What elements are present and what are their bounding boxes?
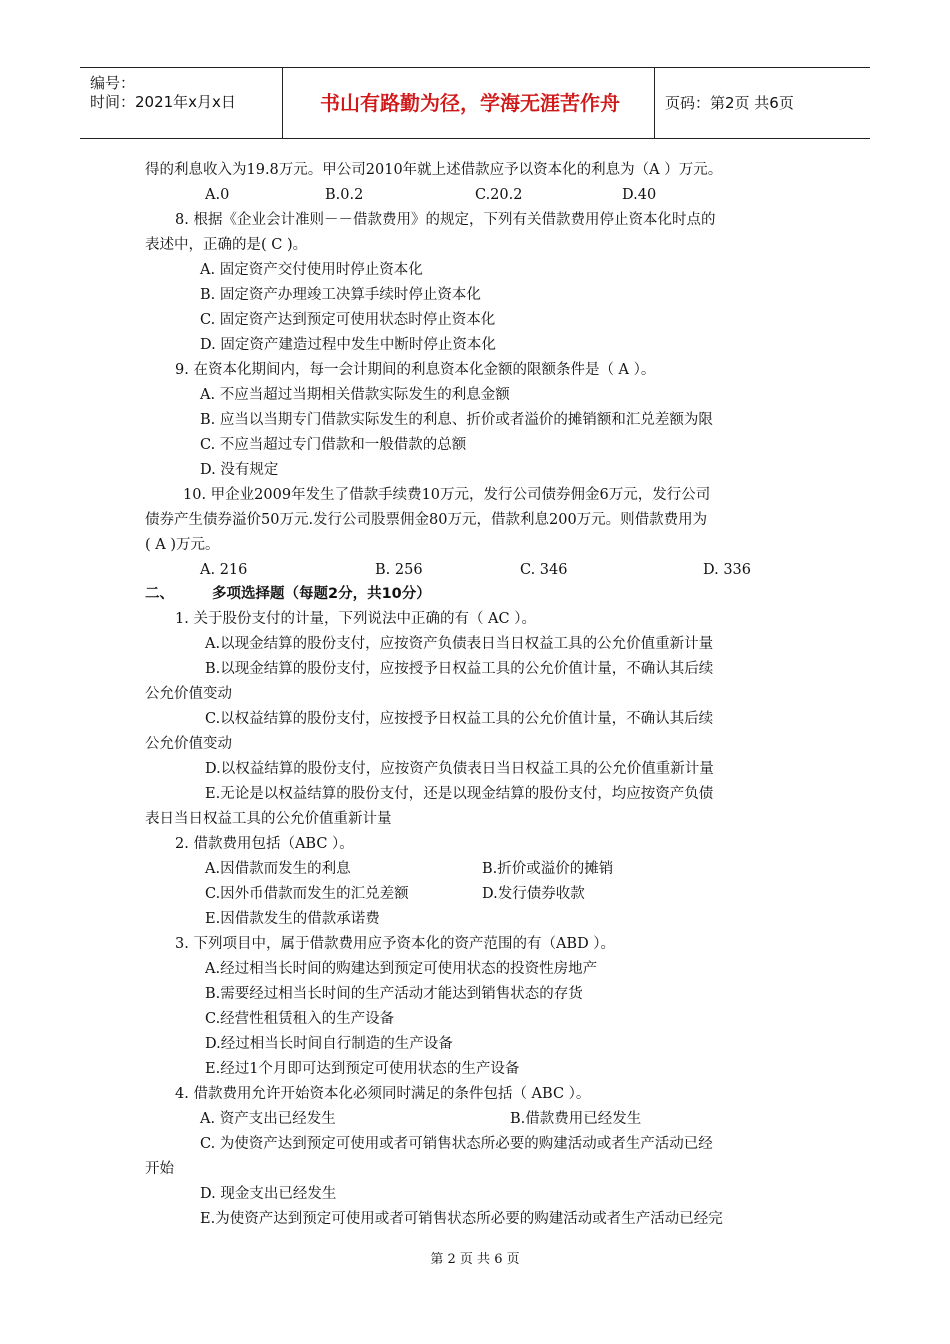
text-line: ( A )万元。 <box>145 537 220 553</box>
option-e: E.无论是以权益结算的股份支付，还是以现金结算的股份支付，均应按资产负债 <box>205 786 714 802</box>
question-9: 9. 在资本化期间内，每一会计期间的利息资本化金额的限额条件是（ A ）。 <box>175 362 656 378</box>
header-divider-right <box>654 68 655 138</box>
option-c: C.20.2 <box>475 187 523 203</box>
page-footer: 第 2 页 共 6 页 <box>430 1252 520 1267</box>
option-c: C. 346 <box>520 562 568 578</box>
option-d: D. 现金支出已经发生 <box>200 1186 337 1202</box>
option-d: D.40 <box>622 187 657 203</box>
motto-text: 书山有路勤为径，学海无涯苦作舟 <box>320 91 620 115</box>
page-header <box>80 67 870 139</box>
option-b: B. 固定资产办理竣工决算手续时停止资本化 <box>200 287 481 303</box>
option-d: D.经过相当长时间自行制造的生产设备 <box>205 1036 453 1052</box>
option-d: D. 336 <box>703 562 752 578</box>
page-number-label: 页码：第2页 共6页 <box>665 94 794 112</box>
option-a: A. 资产支出已经发生 <box>200 1111 336 1127</box>
option-e: E.经过1个月即可达到预定可使用状态的生产设备 <box>205 1061 520 1077</box>
option-b: B.以现金结算的股份支付，应按授予日权益工具的公允价值计量，不确认其后续 <box>205 661 714 677</box>
text-line: 表述中，正确的是( C )。 <box>145 237 308 253</box>
text-line: 公允价值变动 <box>145 686 232 702</box>
option-a: A.因借款而发生的利息 <box>205 861 351 877</box>
option-a: A.经过相当长时间的购建达到预定可使用状态的投资性房地产 <box>205 961 598 977</box>
option-b: B.折价或溢价的摊销 <box>482 861 614 877</box>
section-number: 二、 <box>145 586 174 602</box>
date-label: 时间：2021年x月x日 <box>90 93 236 111</box>
question-10: 10. 甲企业2009年发生了借款手续费10万元，发行公司债券佣金6万元，发行公司 <box>183 487 711 503</box>
option-b: B.需要经过相当长时间的生产活动才能达到销售状态的存货 <box>205 986 583 1002</box>
option-c: C.以权益结算的股份支付，应按授予日权益工具的公允价值计量，不确认其后续 <box>205 711 714 727</box>
option-a: A.0 <box>205 187 230 203</box>
text-line: 得的利息收入为19.8万元。甲公司2010年就上述借款应予以资本化的利息为（A ）万元。 <box>145 162 723 178</box>
option-c: C. 为使资产达到预定可使用或者可销售状态所必要的购建活动或者生产活动已经 <box>200 1136 713 1152</box>
option-d: D.以权益结算的股份支付，应按资产负债表日当日权益工具的公允价值重新计量 <box>205 761 714 777</box>
question-2: 2. 借款费用包括（ABC ）。 <box>175 836 354 852</box>
question-8: 8. 根据《企业会计准则－－借款费用》的规定，下列有关借款费用停止资本化时点的 <box>175 212 716 228</box>
question-3: 3. 下列项目中，属于借款费用应予资本化的资产范围的有（ABD ）。 <box>175 936 616 952</box>
option-a: A. 不应当超过当期相关借款实际发生的利息金额 <box>200 387 510 403</box>
option-a: A.以现金结算的股份支付，应按资产负债表日当日权益工具的公允价值重新计量 <box>205 636 714 652</box>
option-c: C.经营性租赁租入的生产设备 <box>205 1011 395 1027</box>
option-b: B. 256 <box>375 562 423 578</box>
option-d: D.发行债券收款 <box>482 886 585 902</box>
text-line: 债券产生债券溢价50万元.发行公司股票佣金80万元，借款利息200万元。则借款费用为 <box>145 512 708 528</box>
option-b: B. 应当以当期专门借款实际发生的利息、折价或者溢价的摊销额和汇兑差额为限 <box>200 412 713 428</box>
option-b: B.0.2 <box>325 187 364 203</box>
text-line: 表日当日权益工具的公允价值重新计量 <box>145 811 392 827</box>
section-title: 多项选择题（每题2分，共10分） <box>212 586 431 602</box>
option-a: A. 固定资产交付使用时停止资本化 <box>200 262 423 278</box>
option-c: C. 不应当超过专门借款和一般借款的总额 <box>200 437 467 453</box>
option-d: D. 没有规定 <box>200 462 279 478</box>
serial-number-label: 编号： <box>90 74 136 92</box>
question-4: 4. 借款费用允许开始资本化必须同时满足的条件包括（ ABC ）。 <box>175 1086 591 1102</box>
option-e: E.因借款发生的借款承诺费 <box>205 911 380 927</box>
option-b: B.借款费用已经发生 <box>510 1111 642 1127</box>
option-e: E.为使资产达到预定可使用或者可销售状态所必要的购建活动或者生产活动已经完 <box>200 1211 723 1227</box>
text-line: 公允价值变动 <box>145 736 232 752</box>
text-line: 开始 <box>145 1161 174 1177</box>
option-d: D. 固定资产建造过程中发生中断时停止资本化 <box>200 337 496 353</box>
header-divider-left <box>282 68 283 138</box>
option-a: A. 216 <box>200 562 248 578</box>
question-1: 1. 关于股份支付的计量，下列说法中正确的有（ AC ）。 <box>175 611 536 627</box>
option-c: C.因外币借款而发生的汇兑差额 <box>205 886 409 902</box>
option-c: C. 固定资产达到预定可使用状态时停止资本化 <box>200 312 496 328</box>
